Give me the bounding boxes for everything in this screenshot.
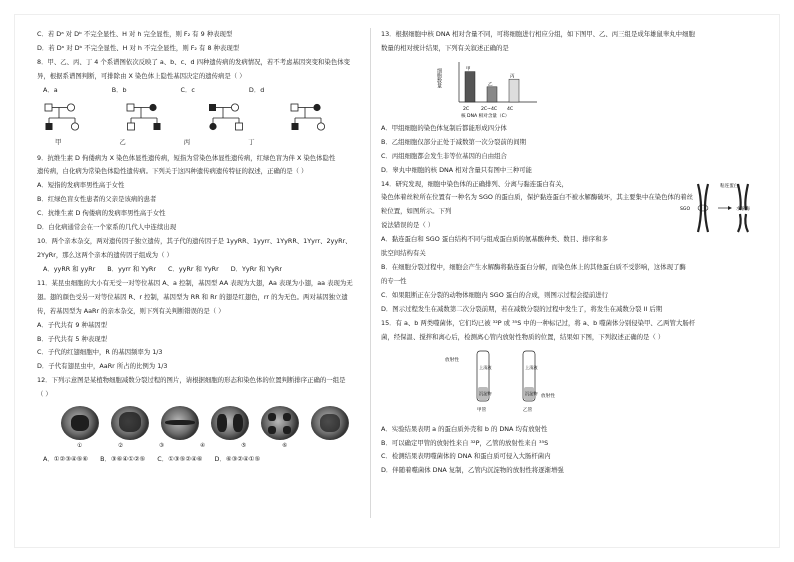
option-line[interactable]: D．子代有翅昆虫中，AaRr 所占的比例为 1/3 — [37, 362, 168, 371]
q14-block — [381, 179, 750, 232]
option-b[interactable]: B．yyrr 和 YyRr — [107, 264, 156, 273]
sgo-label: SGO — [680, 206, 691, 212]
tube-label: 沉淀物 — [525, 390, 538, 396]
text-line: （ ） — [37, 390, 52, 399]
pedigree-labels — [55, 138, 357, 148]
x-tick-label: 2C~4C — [481, 106, 498, 112]
cell-number: ⑥ — [282, 443, 288, 450]
cell-image-4 — [211, 406, 249, 440]
q12-options — [43, 455, 357, 465]
q10-options — [43, 265, 357, 275]
text-line: 12．下列示意图是某植物细胞减数分裂过程的图片，请根据细胞的形态和染色体的位置判断排序正确的一组是 — [37, 376, 346, 385]
pedigree-bing — [205, 102, 251, 136]
option-d[interactable]: D．d — [248, 85, 265, 94]
option-line[interactable]: D．白化病通常会在一个家系的几代人中连续出现 — [37, 223, 177, 232]
cell-image-3 — [161, 406, 199, 440]
option-line[interactable]: D．伴随着噬菌体 DNA 复制，乙管内沉淀物的放射性将逐渐增强 — [381, 466, 564, 475]
text-line: D．若 Dᵃ 对 Dᵇ 不完全显性、H 对 h 不完全显性，则 F₂ 有 8 种表现型 — [37, 43, 240, 52]
cell-image-6 — [311, 406, 349, 440]
bar-label: 乙 — [488, 82, 493, 88]
cell-number: ② — [118, 443, 124, 450]
option-d[interactable]: D．⑥③②④①⑤ — [214, 454, 261, 463]
text-line: 染色体着丝粒所在位置有一种名为 SGO 的蛋白质，保护黏连蛋白不被水解酶破坏，其主要集中在染色体的着丝 — [381, 193, 694, 202]
chromosome-svg — [676, 180, 766, 236]
text-line: 菌，经保温、搅拌和离心后，检测离心管内放射性物质的位置，结果如下图，下列叙述正确的是（ ） — [381, 332, 665, 341]
centrifuge-tubes — [441, 347, 571, 419]
text-line: 10．两个亲本杂交，两对遗传因子独立遗传，其子代的遗传因子是 1yyRR、1yyrr、1YyRR、1Yyrr、2yyRr、 — [37, 237, 352, 246]
pedigree-label: 丁 — [248, 137, 255, 146]
cell-number: ① — [77, 443, 83, 450]
bar — [509, 79, 519, 102]
text-line: 异，根据系谱图判断，可排除由 X 染色体上隐性基因决定的遗传病是（ ） — [37, 71, 246, 80]
cell-number: ③ — [159, 443, 165, 450]
option-line[interactable]: C．检测结果表明噬菌体的 DNA 和蛋白质可侵入大肠杆菌内 — [381, 452, 551, 461]
tube-label: 上清液 — [525, 364, 538, 370]
hydrolase-label: 水解酶 — [736, 206, 750, 212]
option-a[interactable]: A．a — [43, 85, 58, 94]
option-line[interactable]: C．抗维生素 D 佝偻病的发病率男性高于女性 — [37, 209, 166, 218]
left-column — [37, 30, 357, 469]
dna-content-chart — [437, 58, 557, 118]
pedigree-jia — [41, 102, 87, 136]
tube-label: 放射性 — [541, 393, 555, 399]
option-line[interactable]: A．黏连蛋白和 SGO 蛋白结构不同与组成蛋白质的氨基酸种类、数目、排序和多 — [381, 235, 608, 244]
text-line: 的专一性 — [381, 276, 407, 285]
text-line: 说法错误的是（ ） — [381, 221, 435, 230]
pedigree-yi — [123, 102, 169, 136]
text-line: 翅。翅的颜色受另一对等位基因 R、r 控制，基因型为 RR 和 Rr 的翅是红翅色，rr 的为无色。两对基因独立遗 — [37, 292, 348, 301]
tubes-svg — [441, 347, 571, 419]
tube-label: 上清液 — [479, 364, 492, 370]
right-column — [381, 30, 750, 480]
cohesin-label: 粘连蛋白 — [720, 183, 739, 189]
option-line[interactable]: D．睾丸中细胞的核 DNA 相对含量只有图中三种可能 — [381, 165, 532, 174]
text-line: 遗传病，白化病为常染色体隐性遗传病。下列关于这四种遗传病遗传特征的叙述，正确的是（ ） — [37, 167, 308, 176]
cell-number: ④ — [200, 443, 206, 450]
option-b[interactable]: B．③⑥④①②⑤ — [100, 454, 146, 463]
option-line[interactable]: C．子代的红翅细胞中，R 的基因频率为 1/3 — [37, 348, 163, 357]
text-line: 肽空间结构有关 — [381, 249, 426, 258]
tube-label: 甲管 — [477, 407, 487, 413]
column-divider — [370, 28, 371, 518]
option-line[interactable]: B．红绿色盲女性患者的父亲是该病的患者 — [37, 195, 157, 204]
text-line: 11．某昆虫细胞的大小有无受一对等位基因 A、a 控制，基因型 AA 表现为大翅，Aa 表现为小翅，aa 表现为无 — [37, 278, 353, 287]
text-line: 15．有 a、b 两类噬菌体，它们均已被 ³²P 或 ³⁵S 中的一种标记过，将 a、b 噬菌体分别侵染甲、乙两管大肠杆 — [381, 318, 696, 327]
q8-options — [43, 86, 357, 96]
tube-label: 沉淀物 — [479, 390, 492, 396]
option-a[interactable]: A．①②③④⑤⑥ — [43, 454, 89, 463]
x-tick-label: 4C — [507, 106, 514, 112]
option-line[interactable]: A．甲组细胞的染色体复制后都能形成四分体 — [381, 123, 507, 132]
cell-image-2 — [111, 406, 149, 440]
cell-image-5 — [261, 406, 299, 440]
chromosome-diagram — [676, 180, 750, 236]
bar-label: 甲 — [466, 66, 471, 72]
bar — [465, 71, 475, 101]
option-c[interactable]: C．c — [180, 85, 195, 94]
x-axis-label: 核 DNA 相对含量（C） — [461, 113, 510, 119]
cell-number: ⑤ — [241, 443, 247, 450]
option-a[interactable]: A．yyRR 和 yyRr — [43, 264, 96, 273]
bars-group — [465, 65, 519, 102]
option-line[interactable]: C．丙组细胞都会发生非等位基因的自由组合 — [381, 151, 507, 160]
option-line[interactable]: C．如果阻断正在分裂的动物体细胞内 SGO 蛋白的合成，则图示过程会提前进行 — [381, 290, 609, 299]
text-line: 13．根据细胞中核 DNA 相对含量不同，可将细胞进行相应分组，如下图甲、乙、丙三组是成年雄鼠睾丸中细胞 — [381, 30, 695, 38]
y-axis-label: 细胞数量 — [436, 67, 442, 88]
cell-image-1 — [61, 406, 99, 440]
option-line[interactable]: A．子代共有 9 种基因型 — [37, 320, 108, 329]
option-line[interactable]: D．图示过程发生在减数第二次分裂前期，若在减数分裂的过程中发生了，将发生在减数分裂 II 后期 — [381, 304, 663, 313]
bar — [487, 87, 497, 102]
text-line: 8．甲、乙、丙、丁 4 个系谱图依次反映了 a、b、c、d 四种遗传病的发病情况，若不考虑基因突变和染色体变 — [37, 57, 350, 66]
text-line: 2YyRr，那么这两个亲本的遗传因子组成为（ ） — [37, 250, 173, 259]
text-line: 9．抗维生素 D 佝偻病为 X 染色体显性遗传病，短指为常染色体显性遗传病，红绿色盲为伴 X 染色体隐性 — [37, 153, 336, 162]
tube-label: 乙管 — [523, 407, 533, 413]
text-line: 14．研究发现，细胞中染色体的正确排列、分离与黏连蛋白有关， — [381, 179, 569, 188]
option-line[interactable]: B．可以确定甲管的放射性来自 ³²P，乙管的放射性来自 ³⁵S — [381, 438, 549, 447]
x-tick-label: 2C — [463, 106, 470, 112]
text-line: 传，若基因型为 AaRr 的亲本杂交，则下列有关判断错误的是（ ） — [37, 306, 225, 315]
text-line: 数量的相对统计结果，下列有关叙述正确的是 — [381, 43, 509, 52]
pedigree-label: 丙 — [183, 137, 191, 146]
option-c[interactable]: C．①③⑤②④⑥ — [157, 454, 203, 463]
text-line: 粒位置，如图所示。下列 — [381, 207, 452, 216]
text-line: C．若 Dᵃ 对 Dᵇ 不完全显性、H 对 h 完全显性，则 F₂ 有 9 种表现型 — [37, 30, 233, 38]
option-c[interactable]: C．yyRr 和 YyRr — [168, 264, 219, 273]
pedigree-ding — [287, 102, 333, 136]
cell-numbers — [77, 442, 357, 451]
option-line[interactable]: B．在细胞分裂过程中，细胞会产生水解酶将黏连蛋白分解，而染色体上的其他蛋白质不受影响，这体现了酶 — [381, 263, 686, 272]
option-line[interactable]: B．乙组细胞仅部分正处于减数第一次分裂前的间期 — [381, 137, 526, 146]
bar-label: 丙 — [510, 74, 515, 80]
pedigree-charts — [41, 102, 357, 136]
pedigree-label: 乙 — [119, 137, 126, 146]
bar-chart-svg — [437, 58, 557, 118]
pedigree-label: 甲 — [55, 137, 62, 146]
option-b[interactable]: B．b — [111, 85, 127, 94]
option-line[interactable]: A．实验结果表明 a 的蛋白质外壳和 b 的 DNA 均有放射性 — [381, 424, 548, 433]
option-line[interactable]: A．短指的发病率男性高于女性 — [37, 181, 125, 190]
meiosis-cell-images — [61, 406, 357, 440]
option-line[interactable]: B．子代共有 5 种表现型 — [37, 334, 108, 343]
tube-label: 放射性 — [445, 357, 459, 363]
option-d[interactable]: D．YyRr 和 YyRr — [230, 264, 282, 273]
